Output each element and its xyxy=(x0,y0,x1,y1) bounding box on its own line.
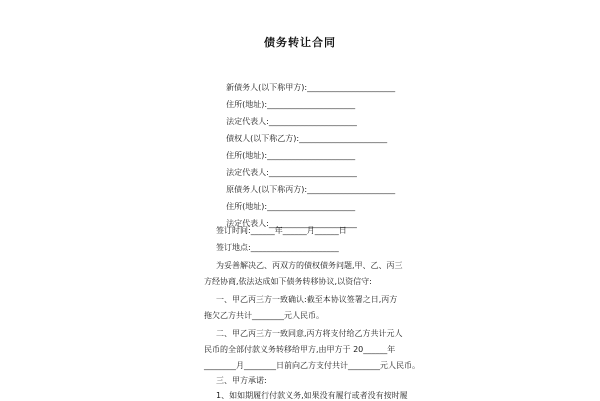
party-label: 新债务人(以下称甲方): xyxy=(226,83,308,92)
party-label: 住所(地址): xyxy=(226,202,268,211)
party-blank: ______________________ xyxy=(307,185,396,194)
party-blank: ______________________ xyxy=(307,83,396,92)
party-blank: ______________________ xyxy=(267,202,356,211)
party-label: 法定代表人: xyxy=(226,219,269,228)
party-blank: ______________________ xyxy=(268,117,357,126)
party-blank: ______________________ xyxy=(268,219,357,228)
body-line: 民币的全部付款义务转移给甲方,由甲方于 20______年 xyxy=(204,345,396,354)
body-line: 拖欠乙方共计________元人民币。 xyxy=(204,311,324,320)
document-title: 债务转让合同 xyxy=(264,36,336,49)
body-line: 三、甲方承诺: xyxy=(216,376,267,385)
party-blank: ______________________ xyxy=(268,168,357,177)
body-line: 方经协商,依法达成如下债务转移协议,以资信守: xyxy=(204,277,372,286)
party-blank: ______________________ xyxy=(267,100,356,109)
body-line: 1、如如期履行付款义务,如果没有履行或者没有按时履 xyxy=(216,391,408,400)
sign-place-line: 签订地点:______________________ xyxy=(216,243,339,252)
party-blank: ______________________ xyxy=(267,151,356,160)
party-label: 住所(地址): xyxy=(226,100,268,109)
sign-date-line: 签订时间:______年______月______日 xyxy=(216,226,347,235)
body-line: 一、甲乙丙三方一致确认:截至本协议签署之日,丙方 xyxy=(216,295,398,304)
party-label: 债权人(以下称乙方): xyxy=(226,134,300,143)
body-line: 二、甲乙丙三方一致同意,丙方将支付给乙方共计元人 xyxy=(216,329,403,338)
party-label: 法定代表人: xyxy=(226,168,269,177)
party-label: 住所(地址): xyxy=(226,151,268,160)
body-line: 为妥善解决乙、丙双方的债权债务问题,甲、乙、丙三 xyxy=(216,261,403,270)
party-label: 原债务人(以下称丙方): xyxy=(226,185,308,194)
party-blank: ______________________ xyxy=(299,134,388,143)
party-label: 法定代表人: xyxy=(226,117,269,126)
body-line: ________月________日前向乙方支付共计________元人民币。 xyxy=(204,361,420,370)
